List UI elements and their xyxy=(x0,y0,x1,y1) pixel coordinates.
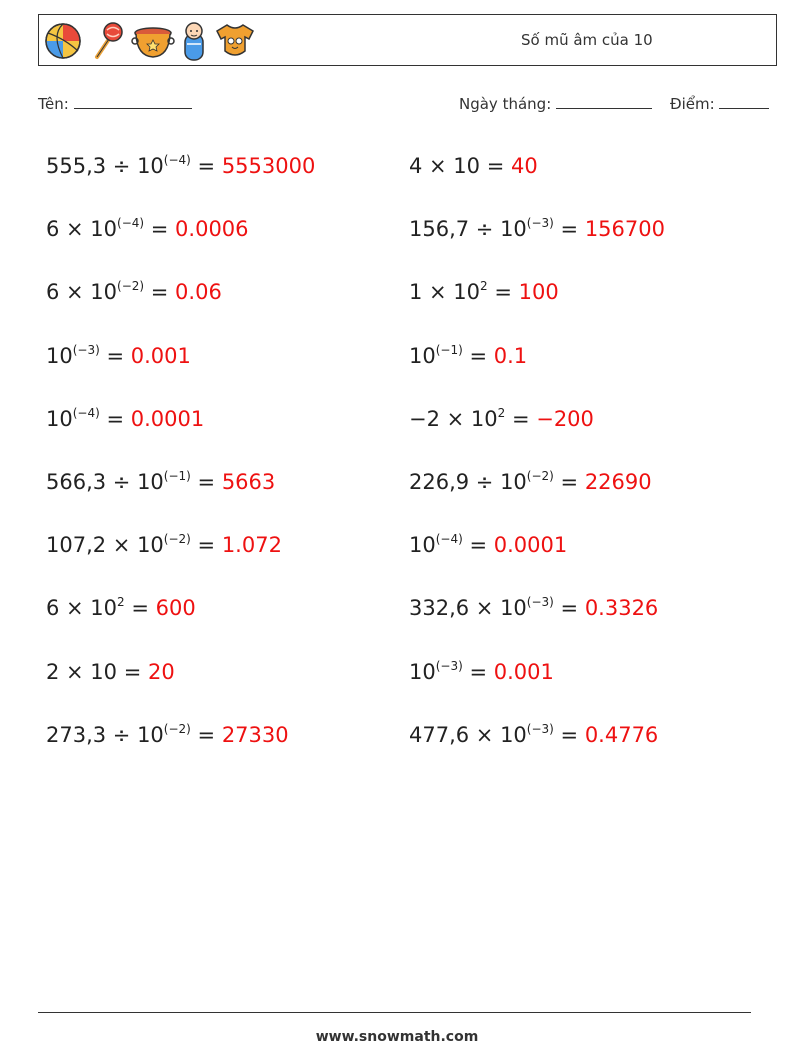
problem-item xyxy=(46,531,282,559)
problem-answer: 20 xyxy=(147,659,175,684)
problem-expression: 10 xyxy=(409,343,436,368)
problem-expression: 226,9 ÷ 10 xyxy=(409,470,527,494)
equals-sign: = xyxy=(480,154,511,178)
problem-exponent: 2 xyxy=(480,279,488,294)
name-label: Tên: xyxy=(38,95,69,113)
problem-answer: 0.4776 xyxy=(584,722,659,747)
problem-answer: 0.3326 xyxy=(584,596,659,621)
problem-item xyxy=(409,658,554,686)
problem-answer: 1.072 xyxy=(221,533,282,558)
problem-expression: 10 xyxy=(46,343,73,368)
problem-exponent: (−3) xyxy=(526,721,554,736)
equals-sign: = xyxy=(99,406,131,431)
problem-exponent: (−2) xyxy=(163,532,191,547)
problem-expression: 2 × 10 xyxy=(46,659,118,684)
problem-expression: 6 × 10 xyxy=(46,280,118,305)
problem-item xyxy=(409,152,538,180)
problem-answer: 0.0006 xyxy=(175,217,249,242)
equals-sign: = xyxy=(124,596,156,621)
problem-answer: 0.06 xyxy=(175,280,222,305)
equals-sign: = xyxy=(505,406,537,431)
problem-answer: 22690 xyxy=(584,470,652,494)
problem-answer: −200 xyxy=(536,406,594,431)
date-blank[interactable] xyxy=(556,94,652,109)
lollipop-icon xyxy=(89,21,125,61)
problem-expression: −2 × 10 xyxy=(409,406,498,431)
problem-exponent: (−2) xyxy=(526,469,554,483)
problem-item xyxy=(46,278,222,306)
page-title: Số mũ âm của 10 xyxy=(521,31,653,49)
footer-divider xyxy=(38,1012,751,1013)
problem-exponent: (−3) xyxy=(72,342,100,357)
problem-item xyxy=(409,468,652,496)
problem-answer: 0.0001 xyxy=(130,406,205,431)
score-label: Điểm: xyxy=(670,95,715,113)
problem-expression: 477,6 × 10 xyxy=(409,722,527,747)
problem-item xyxy=(409,278,559,306)
equals-sign: = xyxy=(553,596,585,621)
equals-sign: = xyxy=(553,722,585,747)
problem-exponent: 2 xyxy=(497,405,506,420)
problem-expression: 4 × 10 xyxy=(409,154,481,178)
equals-sign: = xyxy=(190,533,222,558)
equals-sign: = xyxy=(99,343,131,368)
problem-expression: 10 xyxy=(409,533,436,558)
problem-exponent: (−3) xyxy=(435,658,463,673)
problem-item xyxy=(46,405,204,433)
equals-sign: = xyxy=(144,280,176,305)
date-label: Ngày tháng: xyxy=(459,95,552,113)
problem-answer: 0.001 xyxy=(130,343,191,368)
problem-expression: 6 × 10 xyxy=(46,217,118,242)
equals-sign: = xyxy=(190,470,222,494)
problem-expression: 107,2 × 10 xyxy=(46,533,164,558)
swaddled-baby-icon xyxy=(181,20,207,62)
problem-exponent: (−4) xyxy=(163,153,191,167)
equals-sign: = xyxy=(462,659,494,684)
equals-sign: = xyxy=(144,217,176,242)
problem-expression: 332,6 × 10 xyxy=(409,596,527,621)
name-blank[interactable] xyxy=(74,94,192,109)
problem-item xyxy=(409,594,658,622)
problem-exponent: (−4) xyxy=(117,216,145,231)
problem-item xyxy=(46,468,275,496)
problem-expression: 1 × 10 xyxy=(409,280,481,305)
problem-item xyxy=(409,531,567,559)
score-field xyxy=(670,94,769,113)
baby-bodysuit-icon xyxy=(213,21,257,61)
problem-answer: 156700 xyxy=(584,217,665,242)
problem-item xyxy=(46,342,191,370)
equals-sign: = xyxy=(487,280,519,305)
problem-answer: 600 xyxy=(155,596,196,621)
problem-item xyxy=(46,721,289,749)
equals-sign: = xyxy=(462,343,494,368)
problem-expression: 156,7 ÷ 10 xyxy=(409,217,527,242)
problem-expression: 566,3 ÷ 10 xyxy=(46,470,164,494)
problem-exponent: (−2) xyxy=(117,279,145,294)
name-field xyxy=(38,94,192,113)
problem-answer: 0.001 xyxy=(493,659,554,684)
problem-exponent: (−4) xyxy=(72,405,100,420)
problem-exponent: (−1) xyxy=(435,342,463,357)
problem-expression: 10 xyxy=(409,659,436,684)
problem-exponent: (−4) xyxy=(435,532,463,547)
problem-expression: 555,3 ÷ 10 xyxy=(46,154,164,178)
problem-answer: 100 xyxy=(518,280,559,305)
problem-item xyxy=(409,215,665,243)
equals-sign: = xyxy=(462,533,494,558)
footer-url: www.snowmath.com xyxy=(315,1029,479,1045)
baby-pot-icon xyxy=(131,21,175,61)
problem-answer: 5663 xyxy=(221,470,276,494)
equals-sign: = xyxy=(190,154,222,178)
score-blank[interactable] xyxy=(719,94,769,109)
header-icons xyxy=(43,20,257,62)
problem-answer: 0.1 xyxy=(493,343,528,368)
problem-answer: 40 xyxy=(510,154,538,178)
equals-sign: = xyxy=(190,722,222,747)
problem-exponent: (−3) xyxy=(526,595,554,610)
problem-item xyxy=(46,152,315,180)
problem-item xyxy=(46,215,249,243)
date-field xyxy=(459,94,652,113)
problem-item xyxy=(409,721,658,749)
equals-sign: = xyxy=(117,659,148,684)
problem-expression: 273,3 ÷ 10 xyxy=(46,722,164,747)
problem-exponent: 2 xyxy=(117,595,125,610)
problem-answer: 5553000 xyxy=(221,154,316,178)
worksheet-header xyxy=(38,14,777,66)
problem-item xyxy=(46,658,175,686)
problem-expression: 6 × 10 xyxy=(46,596,118,621)
problem-answer: 0.0001 xyxy=(493,533,568,558)
problem-exponent: (−1) xyxy=(163,469,191,483)
problem-answer: 27330 xyxy=(221,722,289,747)
equals-sign: = xyxy=(553,470,585,494)
problem-exponent: (−2) xyxy=(163,721,191,736)
problem-item xyxy=(46,594,196,622)
problem-expression: 10 xyxy=(46,406,73,431)
problem-item xyxy=(409,405,594,433)
equals-sign: = xyxy=(553,217,585,242)
problem-exponent: (−3) xyxy=(526,216,554,231)
problem-item xyxy=(409,342,527,370)
beach-ball-icon xyxy=(43,21,83,61)
